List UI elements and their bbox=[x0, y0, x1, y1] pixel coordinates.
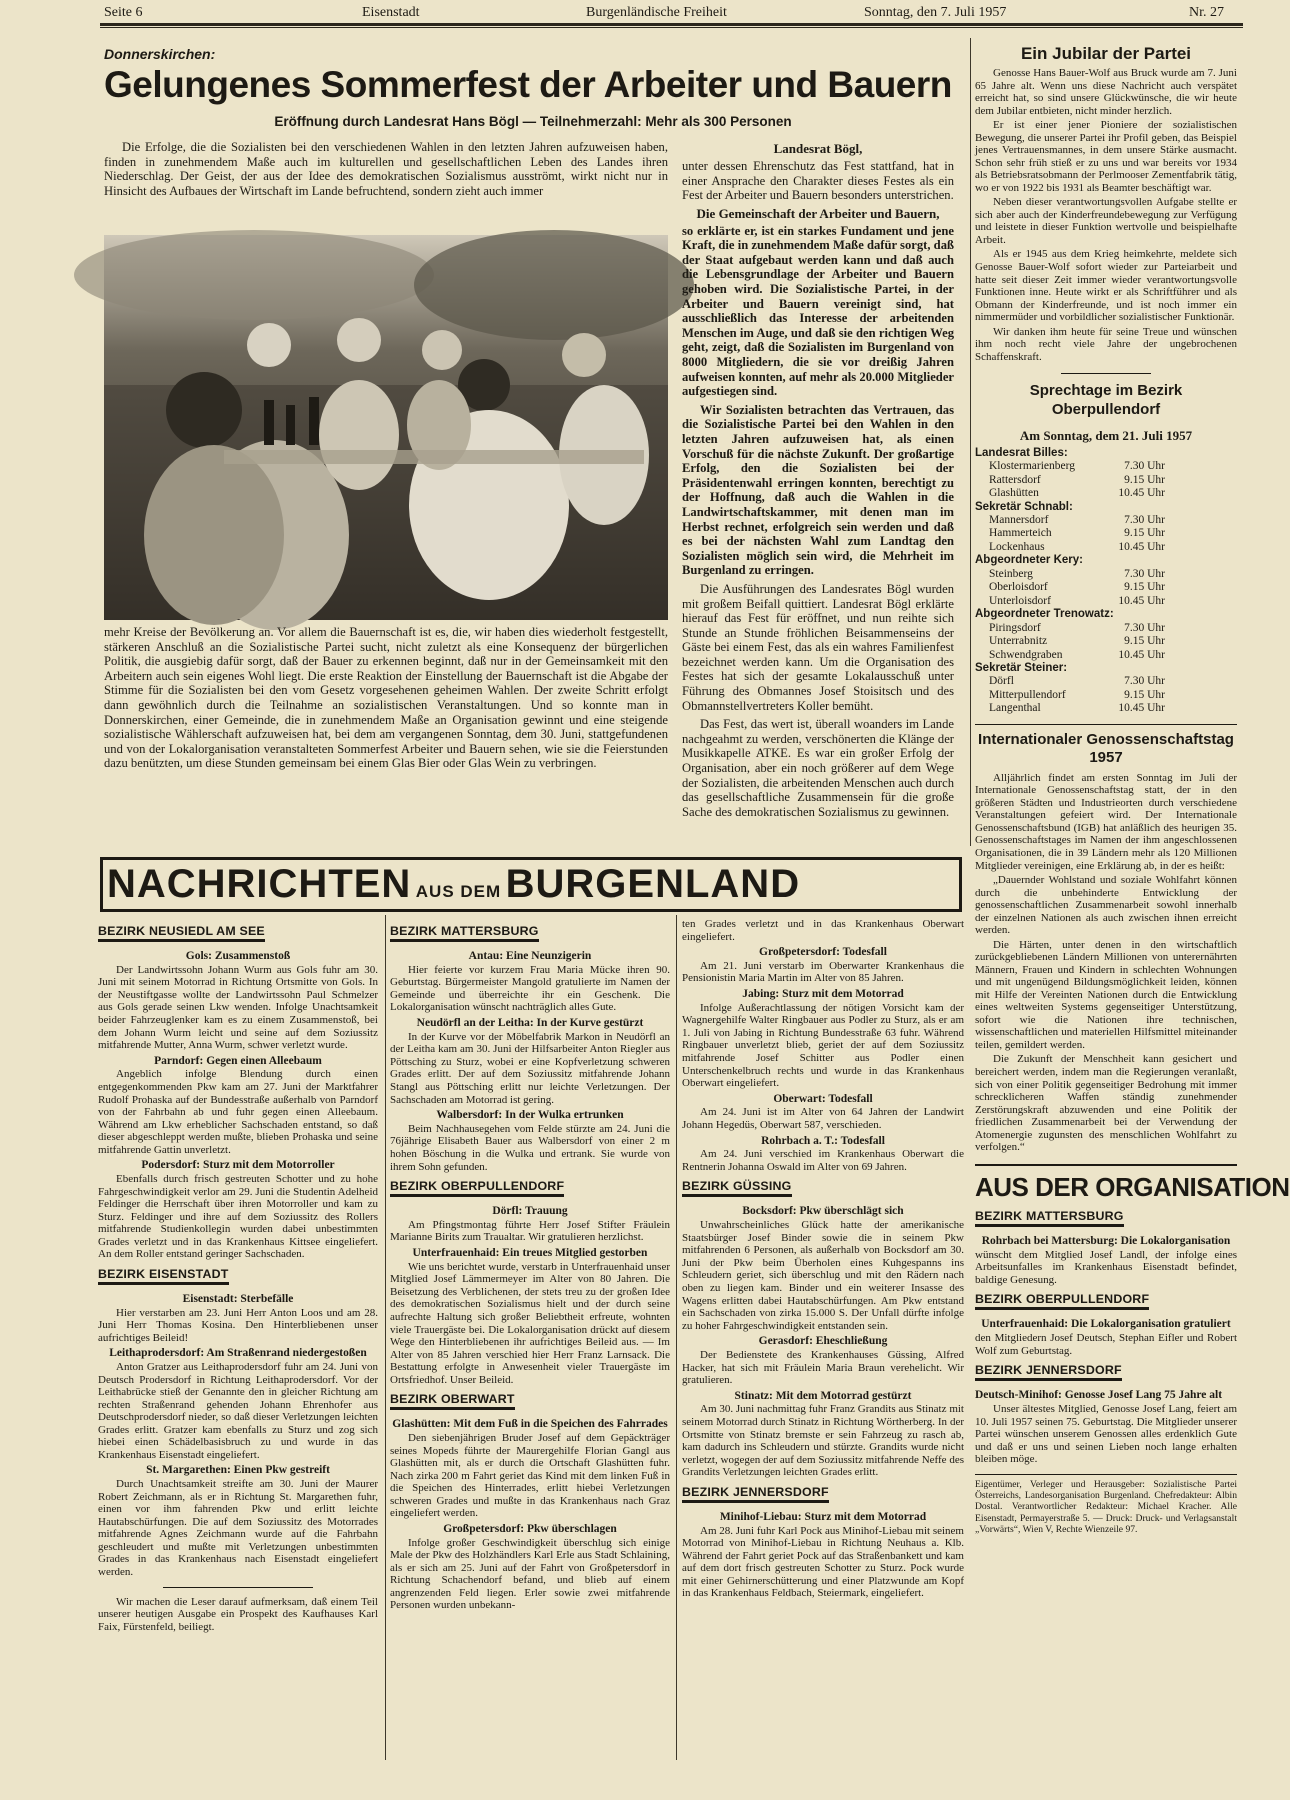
sprechtag-row bbox=[975, 595, 1237, 608]
news-text: Der Landwirtssohn Johann Wurm aus Gols fuhr am 30. Juni mit seinem Motorrad in Richtung Ortsmitte von Gols. In der Neustiftgasse wollte der Landwirtssohn Paul Schmelzer aus Gols gerade seinen Lkw wenden. Infolge Unachtsamkeit beider Fahrzeuglenker kam es zu einem Zusammenstoß, bei dem Johann Wurm leicht und seine auf dem Soziussitz mitfahrende Mutter, Anna Wurm, schwer verletzt wurde. bbox=[98, 963, 378, 1052]
lead-continuation: mehr Kreise der Bevölkerung an. Vor allem die Bauernschaft ist es, die, wir haben dies wiederholt festgestellt, stärkeren Anschluß an die Sozialistische Partei sucht, nicht zuletzt als eine Konsequenz der bürgerlichen Politik, die ausgiebig dafür sorgt, daß der Bauer zu erkennen beginnt, daß nur in der Gemeinsamkeit mit den Arbeitern auch sein eigenes Wohl liegt. Die erste Reaktion der Einstellung der Bauernschaft ist die Abgabe der Stimme für die Sozialisten bei den vom Gesetz vorgesehenen geheimen Wahlen. Der zweite Schritt erfolgt dann gewöhnlich durch die Teilnahme an sozialistischen Veranstaltungen. Und so konnte man in Donnerskirchen, einer Gemeinde, die in zunehmendem Maße an Organisation gewinnt und eine steigende sozialistische Wählerschaft aufzuweisen hat, bei dem am vergangenen Sonntag, dem 30. Juni, stattgefundenen und von der Lokalorganisation veranstalteten Sommerfest Arbeiter und Bauern sehen, wie sie die Feierstunden dazu benützten, um diese Stunden gemeinsam bei einem Glas Bier oder Glas Wein zu verbringen. bbox=[104, 625, 668, 771]
sprechtag-time: 7.30 Uhr bbox=[1124, 621, 1165, 634]
sprechtag-time: 9.15 Uhr bbox=[1124, 581, 1165, 594]
sprechtag-row bbox=[975, 487, 1237, 500]
news-text: Durch Unachtsamkeit streifte am 30. Juni der Maurer Robert Zeichmann, als er in Richtung St. Margarethen fuhr, einen vor ihm fahrenden Pkw und erlitt leichte Hautabschürfungen. Die auf dem Soziussitz des Motorrades mitfahrende Agnes Zeichmann wurde auf die Fahrbahn geschleudert und mußte mit Verletzungen unbestimmten Grades in das Krankenhaus nach Eisenstadt eingeliefert werden. bbox=[98, 1478, 378, 1578]
festival-photo bbox=[104, 235, 668, 620]
sprechtag-speaker: Sekretär Schnabl: bbox=[975, 500, 1073, 513]
lead-intro: Die Erfolge, die die Sozialisten bei den verschiedenen Wahlen in den letzten Jahren aufzuweisen haben, finden in zunehmendem Maße auch im kulturellen und gesellschaftlichen Leben des Landes ihren Niederschlag. Der Geist, der aus der Idee des demokratischen Sozialismus ausströmt, wirkt nicht nur in Hinsicht des Aufbaues der Wirtschaft im Lande befruchtend, sondern zieht auch immer bbox=[104, 140, 668, 198]
lead-headline: Gelungenes Sommerfest der Arbeiter und Bauern bbox=[104, 64, 952, 105]
header-rule bbox=[100, 23, 1243, 26]
sprechtag-time: 9.15 Uhr bbox=[1124, 635, 1165, 648]
org-item-title-3: Deutsch-Minihof: Genosse Josef Lang 75 Jahre alt bbox=[975, 1389, 1223, 1402]
news-title: Bocksdorf: Pkw überschlägt sich bbox=[742, 1205, 904, 1218]
sprechtag-place: Rattersdorf bbox=[989, 473, 1041, 486]
sprechtag-time: 9.15 Uhr bbox=[1124, 527, 1165, 540]
sprechtag-row bbox=[975, 568, 1237, 581]
news-text-continued: ten Grades verletzt und in das Krankenhaus Oberwart eingeliefert. bbox=[682, 918, 964, 943]
org-item-text-3: Unser ältestes Mitglied, Genosse Josef Lang, feiert am 10. Juli 1957 seinen 75. Geburtstag. Die Mitglieder unserer Partei wünschen unserem Genossen alles erdenklich Gute und daß er uns und seinen Lieben noch lange erhalten bleiben möge. bbox=[975, 1403, 1237, 1466]
sprechtag-row bbox=[975, 702, 1237, 715]
genossenschaftstag-p3: Die Härten, unter denen in den wirtschaftlich zurückgebliebenen Ländern Millionen von unterernährten Männern, Frauen und Kindern in schlechten Wohnungen und mit ungenügend Bildungsmöglichkeit leiden, können mit Hilfe der Vereinten Nationen durch die Entwicklung eines weltweiten Systems gegenseitiger Unterstützung, sofort wie die Nationen ihre technischen, wissenschaftlichen und materiellen Hilfsmittel miteinander teilen, gemildert werden. bbox=[975, 938, 1237, 1051]
jubilar-p3: Neben dieser verantwortungsvollen Aufgabe stellte er sich aber auch der Kinderfreundebewegung zur Verfügung und leistete in dieser Funktion wertvolle und beispielhafte Arbeit. bbox=[975, 196, 1237, 246]
news-title: Parndorf: Gegen einen Alleebaum bbox=[154, 1054, 322, 1067]
sprechtag-row bbox=[975, 581, 1237, 594]
sprechtag-row bbox=[975, 514, 1237, 527]
news-title: St. Margarethen: Einen Pkw gestreift bbox=[146, 1464, 330, 1477]
org-item-text-1: wünscht dem Mitglied Josef Landl, der infolge eines Arbeitsunfalles im Krankenhaus Eisenstadt befindet, baldige Genesung. bbox=[975, 1248, 1237, 1286]
banner-word-3: BURGENLAND bbox=[505, 862, 801, 906]
news-text: Ebenfalls durch frisch gestreuten Schotter und zu hohe Fahrgeschwindigkeit verlor am 29. Juni die Studentin Adelheid Feldinger die Herrschaft über ihren Motorroller und kam zu Sturz. Feldinger und ihre auf dem Soziussitz des Rollers mitfahrende Studienkollegin wurden dabei unbestimmten Grades verletzt und in das Krankenhaus Kittsee eingeliefert. An dem Roller entstand geringer Sachschaden. bbox=[98, 1173, 378, 1261]
news-text: Infolge großer Geschwindigkeit überschlug sich einige Male der Pkw des Holzhändlers Karl Erle aus Stadt Schlaining, als er sich am 25. Juni auf der Fahrt von Großpetersdorf in Richtung Schachendorf befand, und blieb auf einem angrenzenden Feld liegen. Erler sowie zwei mitfahrende Personen wurden unbekann- bbox=[390, 1536, 670, 1612]
nachrichten-banner bbox=[100, 857, 962, 912]
news-title: Minihof-Liebau: Sturz mit dem Motorrad bbox=[719, 1510, 927, 1523]
district-oberpullendorf: BEZIRK OBERPULLENDORF bbox=[390, 1179, 564, 1197]
district-eisenstadt: BEZIRK EISENSTADT bbox=[98, 1267, 229, 1285]
divider-short bbox=[163, 1587, 313, 1588]
mid-paragraph-5: Das Fest, das wert ist, überall woanders im Lande nachgeahmt zu werden, verschönerten die Klänge der Musikkapelle ATKE. Es war ein großer Erfolg der Organisation, aber ein noch größerer auf dem Wege der Sozialisten, die arbeitenden Menschen auch durch das gesellschaftliche Zusammensein für die große Sache des demokratischen Sozialismus zu gewinnen. bbox=[682, 717, 954, 819]
org-item-title-1: Rohrbach bei Mattersburg: Die Lokalorganisation bbox=[981, 1234, 1231, 1247]
news-title: Großpetersdorf: Pkw überschlagen bbox=[443, 1522, 617, 1535]
news-text: Der Bedienstete des Krankenhauses Güssing, Alfred Hacker, hat sich mit Fräulein Maria Braun verehelicht. Wir gratulieren. bbox=[682, 1349, 964, 1387]
sprechtag-row bbox=[975, 622, 1237, 635]
lead-subhead: Eröffnung durch Landesrat Hans Bögl — Teilnehmerzahl: Mehr als 300 Personen bbox=[274, 114, 792, 129]
mid-paragraph-4: Die Ausführungen des Landesrates Bögl wurden mit großem Beifall quittiert. Landesrat Bögl erklärte hierauf das Fest für eröffnet, und nun reihte sich Stunde an Stunde fröhlichen Beisammenseins der Gäste bei einem Fest, das als ein wahres Familienfest bezeichnet werden kann. Um die Organisation des Festes hat sich der gesamte Lokalausschuß unter Führung des Obmannes Josef Stoisitsch und des Obmannstellvertreters Koller bemüht. bbox=[682, 581, 954, 713]
subheading-landesrat: Landesrat Bögl, bbox=[773, 141, 863, 156]
header-rule-thin bbox=[100, 27, 1243, 28]
sprechtag-row bbox=[975, 675, 1237, 688]
sprechtag-place: Glashütten bbox=[989, 487, 1039, 500]
news-title: Gerasdorf: Eheschließung bbox=[758, 1335, 888, 1348]
news-title: Neudörfl an der Leitha: In der Kurve gestürzt bbox=[416, 1017, 644, 1029]
news-text: Am Pfingstmontag führte Herr Josef Stifter Fräulein Marianne Birits zum Traualtar. Wir gratulieren herzlichst. bbox=[390, 1218, 670, 1244]
mid-paragraph-3: Wir Sozialisten betrachten das Vertrauen, das die Sozialistische Partei bei den Wahlen in den letzten Jahren aufzuweisen hat, als einen Vorschuß für die nächste Zukunft. Der großartige Erfolg, den die Sozialisten bei der Präsidentenwahl erringen konnten, berechtigt zu der Hoffnung, daß auch die Wahlen in die Landwirtschaftskammer, mit denen man im Herbst rechnet, erfolgreich sein werden und daß es bei der nächsten Wahl zum Landtag den Sozialisten möglich sein wird, die Mehrheit im Burgenland zu erringen. bbox=[682, 402, 954, 578]
sprechtag-place: Unterrabnitz bbox=[989, 635, 1048, 648]
sprechtag-time: 10.45 Uhr bbox=[1118, 594, 1165, 607]
page-number: Seite 6 bbox=[104, 5, 143, 20]
genossenschaftstag-p2: „Dauernder Wohlstand und soziale Wohlfahrt können durch die unbehinderte Entwicklung der genossenschaftlichen Zusammenarbeit sowohl innerhalb der einzelnen Nationen als auch zwischen ihnen erreicht werden. bbox=[975, 874, 1237, 937]
photo-illustration bbox=[104, 235, 668, 620]
sprechtag-time: 9.15 Uhr bbox=[1124, 473, 1165, 486]
org-district-oberpullendorf: BEZIRK OBERPULLENDORF bbox=[975, 1292, 1149, 1310]
imprint: Eigentümer, Verleger und Herausgeber: Sozialistische Partei Österreichs, Landesorganisation Burgenland. Chefredakteur: Albin Dostal. Verantwortlicher Redakteur: Michael Kracher. Alle Eisenstadt, Permayerstraße 5. — Druck: Druck- und Verlagsanstalt „Vorwärts“, Wien V, Rechte Wienzeile 97. bbox=[975, 1478, 1237, 1535]
sprechtag-place: Lockenhaus bbox=[989, 540, 1045, 553]
org-item-title-2: Unterfrauenhaid: Die Lokalorganisation gratuliert bbox=[981, 1318, 1231, 1331]
header-city: Eisenstadt bbox=[362, 5, 420, 20]
news-text: Am 30. Juni nachmittag fuhr Franz Grandits aus Stinatz mit seinem Motorrad durch Stinatz in Richtung Wörtherberg. In der Ortsmitte von Stinatz bremste er sein Fahrzeug zu rasch ab, kam dadurch ins Schleudern und stürzte. Grandits wurde nicht verletzt, wogegen der auf dem Soziussitz mitfahrende Neffe des Grandits Verletzungen leichten Grades erlitt. bbox=[682, 1403, 964, 1479]
jubilar-p1: Genosse Hans Bauer-Wolf aus Bruck wurde am 7. Juni 65 Jahre alt. Wenn uns diese Nachricht auch verspätet erreicht hat, so sind unsere Glückwünsche, die wir heute dem Jubilar entbieten, nicht minder herzlich. bbox=[975, 67, 1237, 117]
news-divider-1 bbox=[385, 915, 386, 1760]
divider-short bbox=[1061, 373, 1151, 374]
news-title: Stinatz: Mit dem Motorrad gestürzt bbox=[734, 1389, 912, 1402]
sprechtag-speaker: Abgeordneter Trenowatz: bbox=[975, 608, 1114, 621]
sprechtag-time: 9.15 Uhr bbox=[1124, 688, 1165, 701]
mid-paragraph-2: so erklärte er, ist ein starkes Fundament und jene Kraft, die in zunehmendem Maße dafür sorgt, daß der Staat aufgebaut werden kann und daß auch die Lebensgrundlage der Arbeiter und Bauern gehoben wird. Die Sozialistische Partei, in der Arbeiter und Bauern vereinigt sind, hat ausschließlich das Interesse der arbeitenden Menschen im Auge, und daß sie den richtigen Weg geht, zeigt, daß die Sozialisten im Burgenland von 8000 Mitgliedern, die sie vor dreißig Jahren aufweisen konnten, auf mehr als 20.000 Mitglieder aufgestiegen sind. bbox=[682, 223, 954, 399]
district-neusiedl: BEZIRK NEUSIEDL AM SEE bbox=[98, 924, 265, 942]
sprechtag-place: Unterloisdorf bbox=[989, 594, 1051, 607]
news-title: Leithaprodersdorf: Am Straßenrand niedergestoßen bbox=[109, 1347, 367, 1360]
subheading-gemeinschaft: Die Gemeinschaft der Arbeiter und Bauern, bbox=[696, 205, 940, 221]
news-text: Am 28. Juni fuhr Karl Pock aus Minihof-Liebau mit seinem Motorrad von Minihof-Liebau in Richtung Neuhaus a. Klb. Während der Fahrt geriet Pock auf das Straßenbankett und kam auf dem dort frisch gestreuten Schotter zu Sturz. Pock wurde mit einer Gehirnerschütterung und einer Platzwunde am Kopf in das Krankenhaus Feldbach, Steiermark, eingeliefert. bbox=[682, 1524, 964, 1600]
sprechtag-place: Mannersdorf bbox=[989, 513, 1049, 526]
header-date: Sonntag, den 7. Juli 1957 bbox=[864, 5, 1007, 20]
news-text: Beim Nachhausegehen vom Felde stürzte am 24. Juni die 76jährige Elisabeth Bauer aus Walbersdorf von einer 2 m hohen Böschung in die Wulka und ertrank. Sie wurde von ihrem Sohn gefunden. bbox=[390, 1122, 670, 1173]
news-text: Am 24. Juni verschied im Krankenhaus Oberwart die Rentnerin Johanna Oswald im Alter von 69 Jahren. bbox=[682, 1148, 964, 1173]
sprechtag-row bbox=[975, 474, 1237, 487]
divider bbox=[975, 724, 1237, 725]
sprechtag-time: 7.30 Uhr bbox=[1124, 513, 1165, 526]
header-issue: Nr. 27 bbox=[1189, 5, 1224, 20]
news-text: Den siebenjährigen Bruder Josef auf dem Gepäckträger seines Mopeds führte der Maurergehilfe Florian Gangl aus Glashütten mit, als er durch die Ortschaft Glashütten fuhr. Nach zirka 200 m Fahrt geriet das Kind mit dem linken Fuß in die Speichen des Hinterrades, erlitt hiebei Verletzungen schweren Grades und mußte in das Krankenhaus nach Graz eingeliefert werden. bbox=[390, 1432, 670, 1520]
org-district-jennersdorf: BEZIRK JENNERSDORF bbox=[975, 1363, 1122, 1381]
sprechtag-speaker: Abgeordneter Kery: bbox=[975, 554, 1083, 567]
news-title: Podersdorf: Sturz mit dem Motorroller bbox=[141, 1159, 335, 1172]
district-jennersdorf: BEZIRK JENNERSDORF bbox=[682, 1485, 829, 1503]
news-text: Wie uns berichtet wurde, verstarb in Unterfrauenhaid unser Mitglied Josef Lämmermeyer im Alter von 80 Jahren. Die Beisetzung des Verblichenen, der stets treu zu der großen Idee des demokratischen Sozialismus hielt und der durch seine aufrechte Haltung sich großer Beliebtheit erfreute, wohnten viele Trauergäste bei. Die Lokalorganisation drückt auf diesem Wege den Hinterbliebenen ihr aufrichtiges Beileid aus. — Im Alter von 85 Jahren verschied hier Herr Franz Larnsack. Die Bestattung erfolgte in Anwesenheit vieler Trauergäste im Ortsfriedhof. Unser Beileid. bbox=[390, 1260, 670, 1386]
sprechtag-time: 10.45 Uhr bbox=[1118, 540, 1165, 553]
banner-word-2: AUS DEM bbox=[415, 882, 502, 901]
org-item-text-2: den Mitgliedern Josef Deutsch, Stephan Eifler und Robert Wolf zum Geburtstag. bbox=[975, 1332, 1237, 1357]
org-district-mattersburg: BEZIRK MATTERSBURG bbox=[975, 1209, 1124, 1227]
news-column-1 bbox=[98, 918, 378, 1633]
news-title: Antau: Eine Neunzigerin bbox=[468, 950, 592, 962]
sprechtag-place: Mitterpullendorf bbox=[989, 688, 1066, 701]
news-column-3 bbox=[682, 918, 964, 1600]
news-title: Walbersdorf: In der Wulka ertrunken bbox=[436, 1109, 624, 1122]
sprechtag-row bbox=[975, 689, 1237, 702]
header-paper: Burgenländische Freiheit bbox=[586, 5, 727, 20]
sprechtag-time: 10.45 Uhr bbox=[1118, 487, 1165, 500]
sprechtage-date: Am Sonntag, dem 21. Juli 1957 bbox=[1019, 427, 1193, 443]
news-title: Rohrbach a. T.: Todesfall bbox=[761, 1134, 885, 1147]
sprechtage-schedule bbox=[975, 447, 1237, 716]
sprechtag-row bbox=[975, 460, 1237, 473]
banner-word-1: NACHRICHTEN bbox=[107, 862, 412, 906]
district-guessing: BEZIRK GÜSSING bbox=[682, 1179, 792, 1197]
banner-text bbox=[107, 864, 800, 904]
sprechtage-title: Sprechtage im Bezirk Oberpullendorf bbox=[1029, 382, 1183, 418]
news-text: Unwahrscheinliches Glück hatte der amerikanische Staatsbürger Josef Binder sowie die in seinem Pkw mitfahrenden 6 Personen, als außerhalb von Bocksdorf am 30. Juni der Pkw beim Überholen eines Kuhgespanns ins Schleudern geriet, sich überschlug und mit den Rädern nach oben zu liegen kam. Binder und ein weiterer Insasse des Wagens erlitten dabei Hautabschürfungen. Am Pkw entstand ein Sachschaden von zirka 15.000 S. Der Unfall dürfte infolge zu hoher Fahrgeschwindigkeit entstanden sein. bbox=[682, 1219, 964, 1332]
lead-middle-column bbox=[682, 138, 954, 819]
sprechtag-row bbox=[975, 649, 1237, 662]
page-header bbox=[104, 3, 1243, 23]
news-title: Jabing: Sturz mit dem Motorrad bbox=[742, 988, 904, 1000]
jubilar-p4: Als er 1945 aus dem Krieg heimkehrte, meldete sich Genosse Bauer-Wolf sofort wieder zur Parteiarbeit und hatte seit dieser Zeit immer wieder verantwortungsvolle Funktionen inne. Heute wirkt er als Schriftführer und als Obmann der Kinderfreunde, und ist noch immer ein nimmermüder und vorbildlicher sozialistischer Funktionär. bbox=[975, 248, 1237, 324]
genossenschaftstag-p4: Die Zukunft der Menschheit kann gesichert und bereichert werden, indem man die Regierungen veranlaßt, sich von einer Politik gegenseitiger Bedrohung mit immer schrecklicheren Waffen ständig zunehmender Zerstörungskraft abzuwenden und eine Politik der friedlichen Zusammenarbeit bei der Verwendung der Atomenergie zugunsten des menschlichen Wohlfahrt zu verfolgen.“ bbox=[975, 1053, 1237, 1154]
news-text: Infolge Außerachtlassung der nötigen Vorsicht kam der Wagnergehilfe Walter Ringbauer aus Podler zu Sturz, als er am 1. Juli von Jabing in Richtung Bundesstraße 63 fuhr. Während Ringbauer unverletzt blieb, geriet der auf dem Soziussitz mitfahrende Josef Schitter aus Podler einen Unterschenkelbruch rechts und wurde in das Krankenhaus Oberwart eingeliefert. bbox=[682, 1001, 964, 1090]
news-title: Glashütten: Mit dem Fuß in die Speichen des Fahrrades bbox=[392, 1418, 668, 1431]
jubilar-p2: Er ist einer jener Pioniere der sozialistischen Bewegung, die unserer Partei ihr Profil geben, das Beispiel jenes Vertrauensmannes, in dem unsere Stärke ausmacht. Schon sehr früh stieß er zu uns und war bereits vor 1934 als Betriebsratsobmann der Perlmooser Zementfabrik tätig, wo er von 1922 bis 1931 als Beamter beschäftigt war. bbox=[975, 119, 1237, 194]
news-text: Anton Gratzer aus Leithaprodersdorf fuhr am 24. Juni von Deutsch Prodersdorf in Richtung Leithaprodersdorf. Vor der Leithabrücke stieß der Genannte den in gleicher Richtung am rechten Straßenrand gehenden Johann Ehrenhofer aus Deutschprodersdorf nieder, so daß dieser Verletzungen leichten Grades erlitt. Gratzer kam ebenfalls zu Sturz und zog sich hiebei einen Schädelbasisbruch zu und wurde in das Krankenhaus Eisenstadt eingeliefert. bbox=[98, 1361, 378, 1461]
sprechtag-place: Oberloisdorf bbox=[989, 581, 1048, 594]
mid-paragraph-1: unter dessen Ehrenschutz das Fest stattfand, hat in einer Ansprache den Charakter dieses Festes als ein Fest der Arbeiter und Bauern besonders unterstrichen. bbox=[682, 158, 954, 203]
sprechtag-row bbox=[975, 527, 1237, 540]
sprechtag-place: Hammerteich bbox=[989, 527, 1052, 540]
sprechtag-speaker: Sekretär Steiner: bbox=[975, 661, 1068, 674]
news-text: Am 24. Juni ist im Alter von 64 Jahren der Landwirt Johann Hegedüs, Oberwart 587, verschieden. bbox=[682, 1106, 964, 1131]
sprechtag-place: Steinberg bbox=[989, 567, 1033, 580]
sprechtag-time: 7.30 Uhr bbox=[1124, 675, 1165, 688]
sprechtag-place: Langenthal bbox=[989, 702, 1041, 715]
sprechtag-time: 7.30 Uhr bbox=[1124, 460, 1165, 473]
sprechtag-row bbox=[975, 635, 1237, 648]
news-title: Großpetersdorf: Todesfall bbox=[759, 946, 887, 959]
column-divider bbox=[970, 38, 971, 846]
jubilar-title: Ein Jubilar der Partei bbox=[1020, 44, 1192, 63]
lead-dateline: Donnerskirchen: bbox=[104, 46, 216, 62]
sprechtag-place: Piringsdorf bbox=[989, 621, 1041, 634]
sprechtag-place: Schwendgraben bbox=[989, 648, 1063, 661]
jubilar-p5: Wir danken ihm heute für seine Treue und wünschen ihm noch recht viele Jahre der ungebrochenen Schaffenskraft. bbox=[975, 325, 1237, 363]
sprechtag-place: Dörfl bbox=[989, 675, 1014, 688]
sprechtag-time: 10.45 Uhr bbox=[1118, 648, 1165, 661]
news-text: Hier verstarben am 23. Juni Herr Anton Loos und am 28. Juni Herr Thomas Kosina. Den Hinterbliebenen unser aufrichtiges Beileid! bbox=[98, 1306, 378, 1344]
news-text: Am 21. Juni verstarb im Oberwarter Krankenhaus die Pensionistin Maria Martin im Alter von 85 Jahren. bbox=[682, 959, 964, 985]
news-text: Angeblich infolge Blendung durch einen entgegenkommenden Pkw kam am 27. Juni der Marktfahrer Rudolf Prohaska auf der Bundesstraße außerhalb von Parndorf von der Fahrbahn ab und fuhr gegen einen Alleebaum. Während am Lkw erheblicher Sachschaden entstand, so daß dieser abgeschleppt werden mußte, blieben Prohaska und seine mitfahrende Gattin unverletzt. bbox=[98, 1068, 378, 1156]
sprechtag-row bbox=[975, 541, 1237, 554]
right-column bbox=[975, 44, 1290, 1535]
imprint-divider bbox=[975, 1474, 1237, 1475]
organisation-title: AUS DER ORGANISATION bbox=[975, 1171, 1290, 1202]
news-text: In der Kurve vor der Möbelfabrik Markon in Neudörfl an der Leitha kam am 30. Juni der Hilfsarbeiter Anton Riegler aus Pöttsching zu Sturz, wobei er eine Kopfverletzung schweren Grades erlitt. Der auf dem Soziussitz mitfahrende Johann Stangl aus Pöttsching erlitt nur leichte Verletzungen. Der Sachschaden am Motorrad ist gering. bbox=[390, 1030, 670, 1106]
sprechtag-time: 7.30 Uhr bbox=[1124, 567, 1165, 580]
news-title: Eisenstadt: Sterbefälle bbox=[182, 1292, 294, 1305]
sprechtag-time: 10.45 Uhr bbox=[1118, 702, 1165, 715]
news-column-2 bbox=[390, 918, 670, 1612]
genossenschaftstag-title: Internationaler Genossenschaftstag 1957 bbox=[978, 730, 1234, 766]
news-title: Unterfrauenhaid: Ein treues Mitglied gestorben bbox=[412, 1247, 648, 1259]
news-title: Dörfl: Trauung bbox=[492, 1205, 568, 1218]
district-oberwart: BEZIRK OBERWART bbox=[390, 1392, 515, 1410]
insert-note: Wir machen die Leser darauf aufmerksam, daß einem Teil unserer heutigen Ausgabe ein Prospekt des Kaufhauses Karl Faix, Fürstenfeld, beiliegt. bbox=[98, 1595, 378, 1633]
sprechtag-speaker: Landesrat Billes: bbox=[975, 446, 1068, 459]
news-title: Gols: Zusammenstoß bbox=[185, 950, 291, 962]
sprechtag-place: Klostermarienberg bbox=[989, 460, 1076, 473]
divider-thick bbox=[975, 1164, 1237, 1166]
genossenschaftstag-p1: Alljährlich findet am ersten Sonntag im Juli der Internationale Genossenschaftstag statt, der in den größeren Städten und Industrieorten durch verschiedene Veranstaltungen gefeiert wird. Der Internationale Genossenschaftsbund (IGB) hat anläßlich des heurigen 35. Genossenschaftstages im Namen der ihm angeschlossenen Organisationen, die in 39 Ländern mehr als 120 Millionen Mitglieder vereinigen, eine Erklärung ab, in der es heißt: bbox=[975, 771, 1237, 872]
district-mattersburg: BEZIRK MATTERSBURG bbox=[390, 924, 539, 942]
news-text: Hier feierte vor kurzem Frau Maria Mücke ihren 90. Geburtstag. Bürgermeister Mangold gratulierte im Namen der Gemeinde und überreichte ihr ein Geschenk. Die Lokalorganisation wünscht nachträglich alles Gute. bbox=[390, 963, 670, 1014]
news-divider-2 bbox=[676, 915, 677, 1760]
news-title: Oberwart: Todesfall bbox=[773, 1092, 873, 1105]
